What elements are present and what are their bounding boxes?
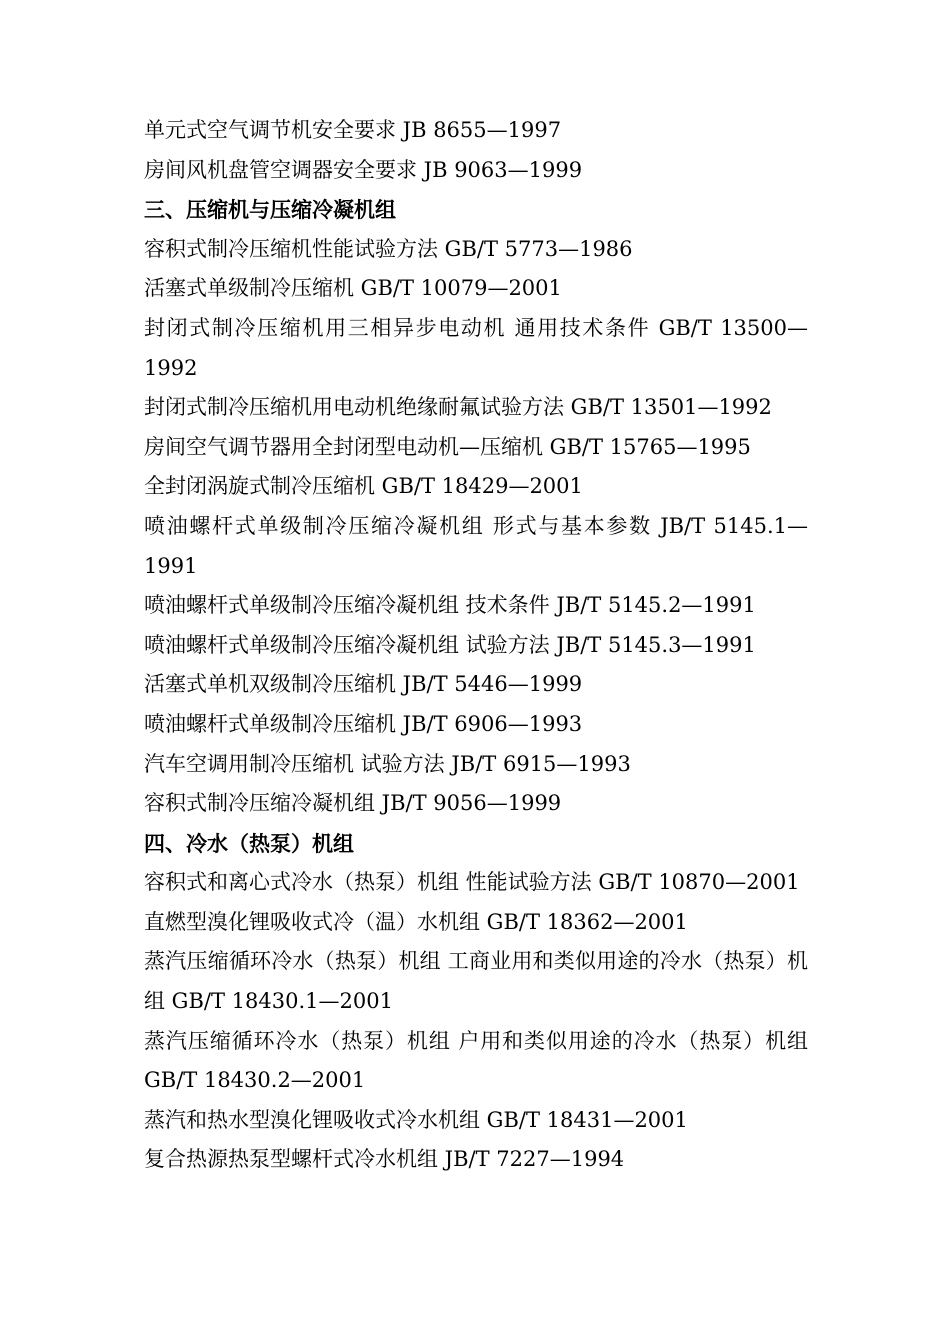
standard-item: 喷油螺杆式单级制冷压缩机 JB/T 6906—1993 xyxy=(144,711,583,736)
standard-item: 复合热源热泵型螺杆式冷水机组 JB/T 7227—1994 xyxy=(144,1147,625,1172)
standard-item: 活塞式单级制冷压缩机 GB/T 10079—2001 xyxy=(144,276,562,301)
standard-item: 蒸汽和热水型溴化锂吸收式冷水机组 GB/T 18431—2001 xyxy=(144,1107,688,1132)
standard-item: 喷油螺杆式单级制冷压缩冷凝机组 形式与基本参数 JB/T 5145.1—1991 xyxy=(144,513,808,578)
document-page xyxy=(144,111,808,1180)
standard-item: 封闭式制冷压缩机用电动机绝缘耐氟试验方法 GB/T 13501—1992 xyxy=(144,395,772,420)
section-heading: 四、冷水（热泵）机组 xyxy=(144,830,354,856)
standard-item: 容积式制冷压缩机性能试验方法 GB/T 5773—1986 xyxy=(144,236,633,261)
standard-item: 蒸汽压缩循环冷水（热泵）机组 工商业用和类似用途的冷水（热泵）机组 GB/T 18430.1—2001 xyxy=(144,949,808,1014)
standard-item: 蒸汽压缩循环冷水（热泵）机组 户用和类似用途的冷水（热泵）机组 GB/T 18430.2—2001 xyxy=(144,1028,808,1093)
standard-item: 容积式和离心式冷水（热泵）机组 性能试验方法 GB/T 10870—2001 xyxy=(144,870,800,895)
standard-item: 喷油螺杆式单级制冷压缩冷凝机组 试验方法 JB/T 5145.3—1991 xyxy=(144,632,756,657)
section-heading: 三、压缩机与压缩冷凝机组 xyxy=(144,197,396,223)
standard-item: 汽车空调用制冷压缩机 试验方法 JB/T 6915—1993 xyxy=(144,751,631,776)
standard-item: 容积式制冷压缩冷凝机组 JB/T 9056—1999 xyxy=(144,791,562,816)
standard-item: 直燃型溴化锂吸收式冷（温）水机组 GB/T 18362—2001 xyxy=(144,909,688,934)
standard-item: 封闭式制冷压缩机用三相异步电动机 通用技术条件 GB/T 13500—1992 xyxy=(144,315,808,380)
standard-item: 活塞式单机双级制冷压缩机 JB/T 5446—1999 xyxy=(144,672,583,697)
standard-item: 单元式空气调节机安全要求 JB 8655—1997 xyxy=(144,118,562,142)
standard-item: 房间空气调节器用全封闭型电动机—压缩机 GB/T 15765—1995 xyxy=(144,434,751,459)
standard-item: 全封闭涡旋式制冷压缩机 GB/T 18429—2001 xyxy=(144,474,583,499)
standard-item: 喷油螺杆式单级制冷压缩冷凝机组 技术条件 JB/T 5145.2—1991 xyxy=(144,593,756,618)
standard-item: 房间风机盘管空调器安全要求 JB 9063—1999 xyxy=(144,157,583,182)
